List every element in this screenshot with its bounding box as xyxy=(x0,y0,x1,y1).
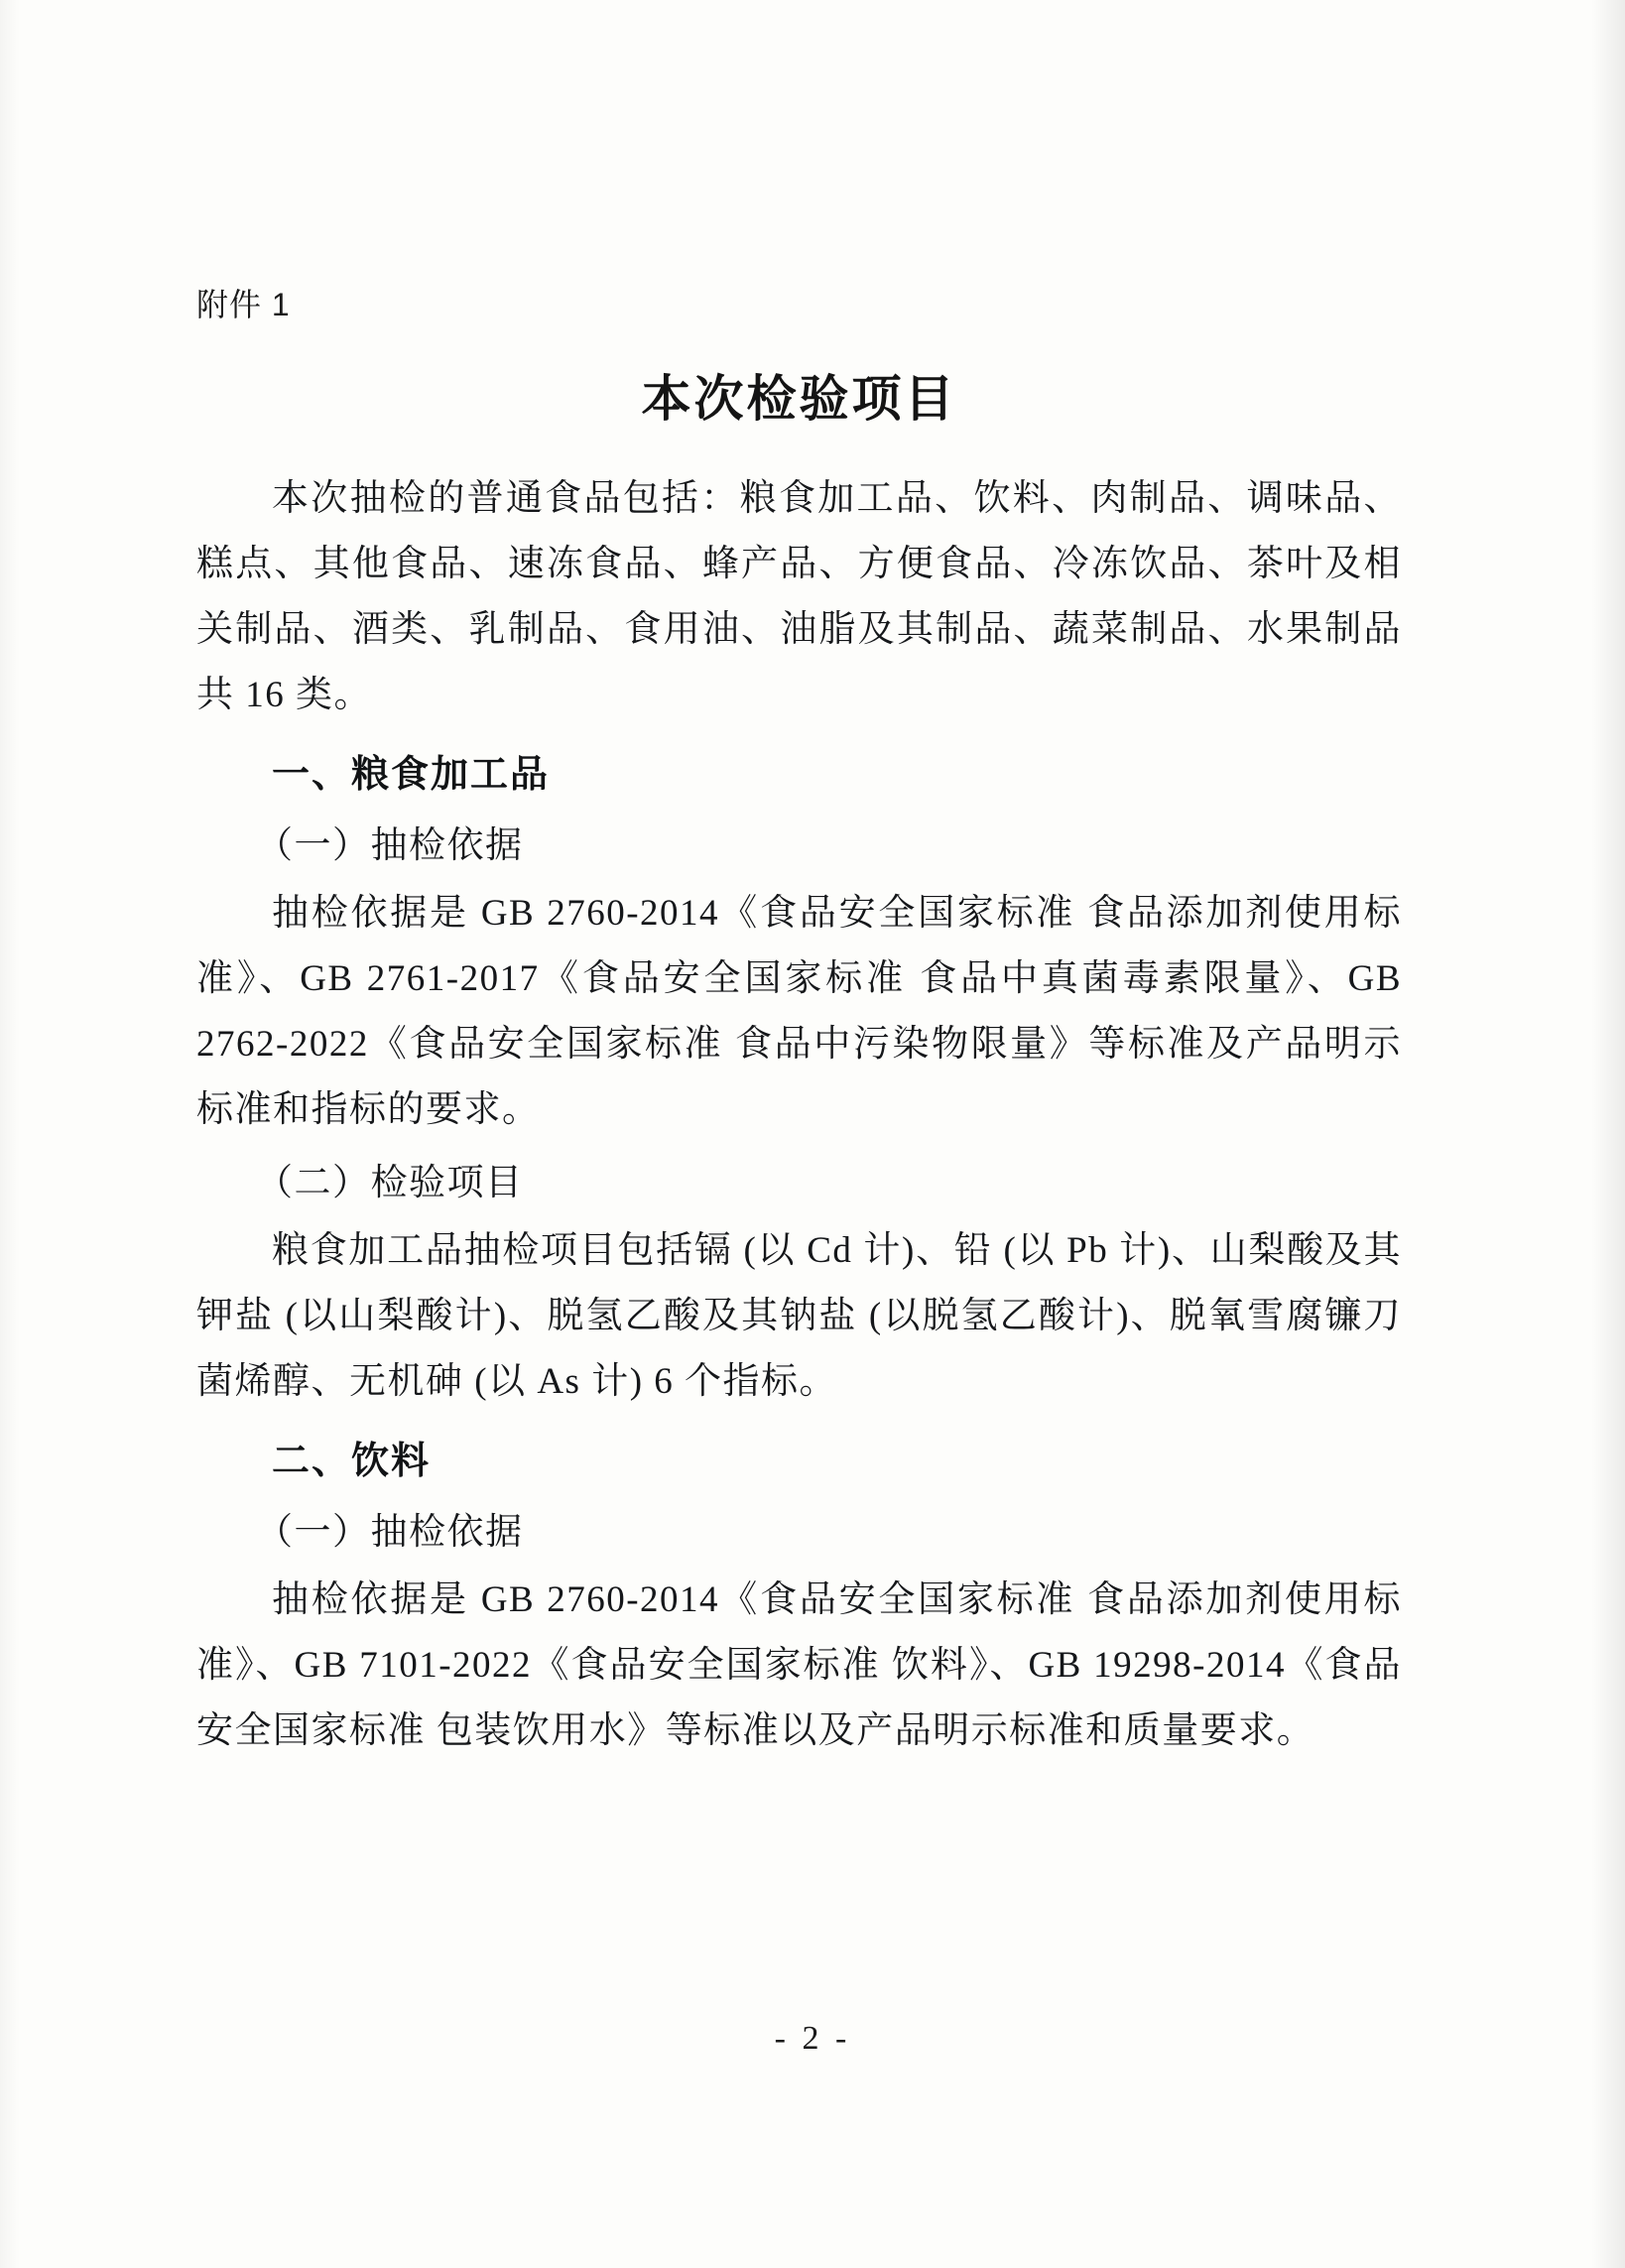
subheading-grain-items: （二）检验项目 xyxy=(256,1163,524,1203)
paragraph-beverage-basis: 抽检依据是 GB 2760-2014《食品安全国家标准 食品添加剂使用标准》、GB 7101-2022《食品安全国家标准 饮料》、GB 19298-2014《食品安全国家标准 包装饮用水》等标准以及产品明示标准和质量要求。 xyxy=(196,1579,1402,1751)
section-heading-grain: 一、粮食加工品 xyxy=(272,754,551,796)
attachment-label: 附件 1 xyxy=(196,287,291,322)
page-title: 本次检验项目 xyxy=(641,371,957,427)
paragraph-grain-basis: 抽检依据是 GB 2760-2014《食品安全国家标准 食品添加剂使用标准》、GB 2761-2017《食品安全国家标准 食品中真菌毒素限量》、GB 2762-2022《食品安全国家标准 食品中污染物限量》等标准及产品明示标准和指标的要求。 xyxy=(196,893,1402,1130)
subheading-grain-basis: （一）抽检依据 xyxy=(256,825,524,866)
intro-paragraph: 本次抽检的普通食品包括：粮食加工品、饮料、肉制品、调味品、糕点、其他食品、速冻食品、蜂产品、方便食品、冷冻饮品、茶叶及相关制品、酒类、乳制品、食用油、油脂及其制品、蔬菜制品、水果制品共 16 类。 xyxy=(196,478,1402,715)
page-number: - 2 - xyxy=(774,2020,851,2057)
section-heading-beverage: 二、饮料 xyxy=(272,1441,432,1482)
page-content xyxy=(196,280,1402,1772)
subheading-beverage-basis: （一）抽检依据 xyxy=(256,1512,524,1553)
paragraph-grain-items: 粮食加工品抽检项目包括镉 (以 Cd 计)、铅 (以 Pb 计)、山梨酸及其钾盐 (以山梨酸计)、脱氢乙酸及其钠盐 (以脱氢乙酸计)、脱氧雪腐镰刀菌烯醇、无机砷 (以 As 计) 6 个指标。 xyxy=(196,1230,1402,1402)
